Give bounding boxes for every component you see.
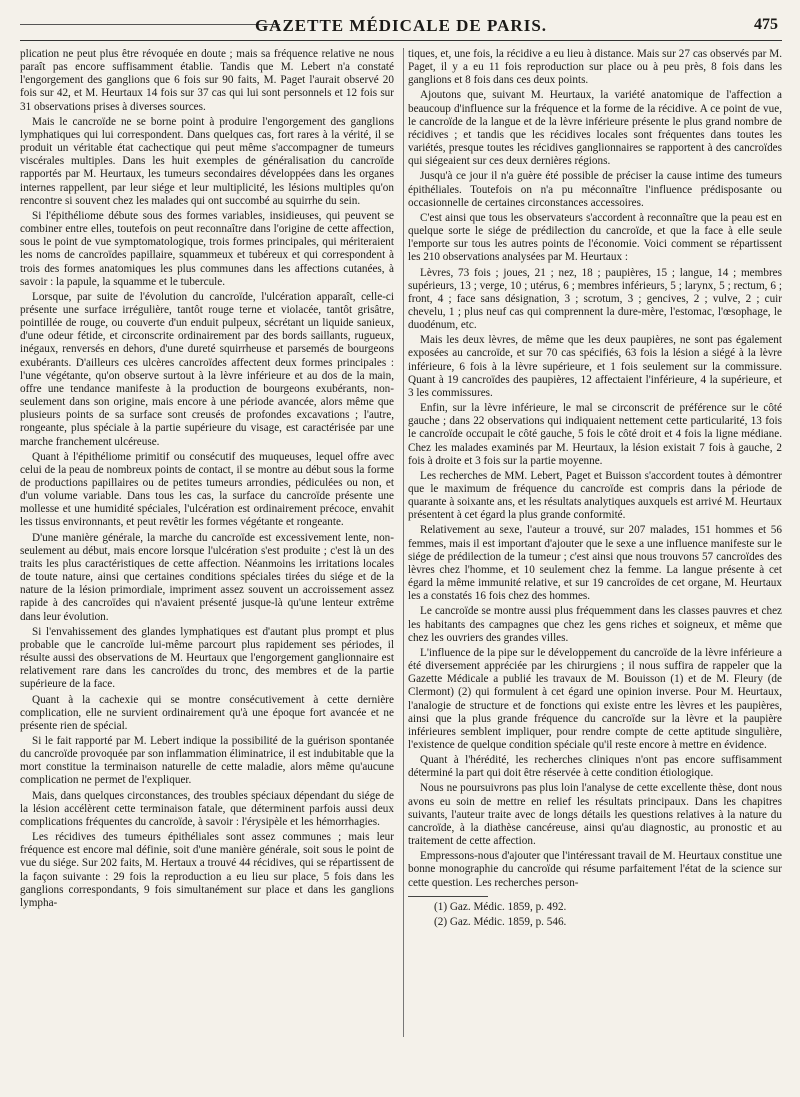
paragraph: C'est ainsi que tous les observateurs s'accordent à reconnaître que la peau est en quelque sorte le siége de prédilection du cancroïde, et que la face à elle seule l'emporte sur tous les autres points de l'économie. Voici comment se répartissent les 210 observations analysées par M. Heurtaux : <box>408 211 782 264</box>
page-header <box>20 10 782 41</box>
paragraph: Mais les deux lèvres, de même que les deux paupières, ne sont pas également exposées au cancroïde, et sur 70 cas spécifiés, 63 fois la lésion a siégé à la lèvre inférieure, 6 fois à la lèvre supérieure, et 1 fois seulement sur la commissure. Quant à 19 cancroïdes des paupières, 12 affectaient l'inférieure, 4 la supérieure, et 3 les commissures. <box>408 334 782 399</box>
paragraph: tiques, et, une fois, la récidive a eu lieu à distance. Mais sur 27 cas observés par M. Paget, il y a eu 11 fois reproduction sur place ou à peu près, 8 fois dans les ganglions et 8 fois dans ces deux points. <box>408 48 782 87</box>
column-divider <box>403 48 404 1037</box>
paragraph: Si l'épithéliome débute sous des formes variables, insidieuses, qui peuvent se combiner entre elles, toutefois on peut reconnaître dans l'origine de cette affection, sous le point de vue symptomatologique, trois formes principales, qui mériteraient les noms de cancroïdes papillaire, squammeux et tubéreux et qui correspondent à trois des formes anatomiques les plus communes dans les affections cutanées, à savoir : la papule, la squamme et le tubercule. <box>20 209 394 288</box>
paragraph: plication ne peut plus être révoquée en doute ; mais sa fréquence relative ne nous paraît pas encore suffisamment établie. Tandis que M. Lebert n'a constaté l'engorgement des ganglions que 6 fois sur 90 faits, M. Paget l'aurait observé 20 fois sur 42, et M. Heurtaux 14 fois sur 37 cas qui lui sont personnels et 12 fois sur 31 observations prises à diverses sources. <box>20 48 394 113</box>
right-column-paragraphs <box>408 48 782 890</box>
footnote: (2) Gaz. Médic. 1859, p. 546. <box>434 915 567 928</box>
paragraph: Relativement au sexe, l'auteur a trouvé, sur 207 malades, 151 hommes et 56 femmes, mais il est important d'ajouter que le sexe a une influence manifeste sur le siége de prédilection de la tumeur ; c'est ainsi que nous trouvons 57 cancroïdes des lèvres chez l'homme, et 10 seulement chez la femme. La langue présente à cet égard la même immunité relative, et sur 19 cancroïdes de cet organe, M. Heurtaux les a constatés 16 fois chez des hommes. <box>408 524 782 603</box>
paragraph: L'influence de la pipe sur le développement du cancroïde de la lèvre inférieure a été diversement appréciée par les chirurgiens ; il nous suffira de rappeler que la Gazette Médicale a publié les travaux de M. Bouisson (1) et de M. Fleury (de Clermont) (2) qui formulent à cet égard une opinion inverse. Pour M. Heurtaux, l'analogie de structure et de fonctions qui existe entre les lèvres et les paupières, ainsi que la plus grande fréquence du cancroïde sur la lèvre et la paupière inférieures semblent impliquer, pour rendre compte de cette aptitude singulière, l'existence de quelque condition spéciale qu'il reste encore à mettre en évidence. <box>408 646 782 751</box>
right-column <box>408 48 782 1087</box>
paragraph: Enfin, sur la lèvre inférieure, le mal se circonscrit de préférence sur le côté gauche ; dans 22 observations qui indiquaient nettement cette particularité, 13 fois le cancroïde occupait le côté gauche, 5 fois le côté droit et 4 fois la ligne médiane. Chez les malades examinés par M. Heurtaux, la lésion existait 7 fois à gauche, 2 fois à droite et 3 fois sur la partie moyenne. <box>408 402 782 467</box>
paragraph: Mais, dans quelques circonstances, des troubles spéciaux dépendant du siége de la lésion accélèrent cette terminaison fatale, que déterminent parfois aussi deux complications fréquentes du cancroïde, à savoir : l'érysipèle et les hémorrhagies. <box>20 789 394 828</box>
footnote: (1) Gaz. Médic. 1859, p. 492. <box>434 900 567 913</box>
paragraph: Lèvres, 73 fois ; joues, 21 ; nez, 18 ; paupières, 15 ; langue, 14 ; membres supérieurs, 13 ; verge, 10 ; utérus, 6 ; membres inférieurs, 5 ; larynx, 5 ; rectum, 6 ; front, 4 ; face sans désignation, 3 ; scrotum, 3 ; gencives, 2 ; vulve, 2 ; cuir chevelu, 1 ; plus neuf cas qui comprennent la dure-mère, l'estomac, l'œsophage, le duodénum, etc. <box>408 266 782 332</box>
paragraph: D'une manière générale, la marche du cancroïde est excessivement lente, non-seulement au début, mais encore lorsque l'ulcération s'est produite ; c'est là un des traits les plus caractéristiques de cette affection. Néanmoins les irritations locales de toute nature, ainsi que certaines conditions spéciales tirées du siége et de la nature de la lésion primordiale, impriment assez souvent un accroissement assez rapide à des cancroïdes qui n'avaient présenté jusque-là qu'une lenteur extrême dans leur évolution. <box>20 531 394 623</box>
paragraph: Ajoutons que, suivant M. Heurtaux, la variété anatomique de l'affection a beaucoup d'influence sur la fréquence et la forme de la récidive. A ce point de vue, le cancroïde de la langue et de la lèvre inférieure présente le plus grand nombre de récidives ; et tandis que les récidives locales sont fréquentes dans toutes les variétés, presque toutes les récidives ganglionnaires se rapportent à des cancroïdes qui siégeaient sur ces deux dernières régions. <box>408 89 782 168</box>
paragraph: Si l'envahissement des glandes lymphatiques est d'autant plus prompt et plus probable que le cancroïde lui-même parcourt plus rapidement ses périodes, il résulte aussi des observations de M. Heurtaux que l'engorgement ganglionnaire est relativement rare dans les cancroïdes du tronc, des membres et de la partie supérieure de la face. <box>20 625 394 691</box>
paragraph: Empressons-nous d'ajouter que l'intéressant travail de M. Heurtaux constitue une bonne monographie du cancroïde qui résume parfaitement l'état de la science sur cette question. Les recherches person- <box>408 850 782 889</box>
paragraph: Le cancroïde se montre aussi plus fréquemment dans les classes pauvres et chez les habitants des campagnes que chez les gens riches et soigneux, et même que chez les ouvriers des grandes villes. <box>408 605 782 644</box>
paragraph: Quant à l'épithéliome primitif ou consécutif des muqueuses, lequel offre avec celui de la peau de nombreux points de contact, il se montre au début sous la forme de productions papillaires ou de petites tumeurs arrondies, pédiculées ou non, et d'un volume variable. Dans tous les cas, la surface du cancroïde présente une mollesse et une humidité spéciales, l'ulcération est ordinairement précoce, envahit les tissus environnants, et peut revêtir les formes végétante et rongeante. <box>20 450 394 529</box>
page-title: GAZETTE MÉDICALE DE PARIS. <box>254 16 548 35</box>
paragraph: Les recherches de MM. Lebert, Paget et Buisson s'accordent toutes à démontrer que le maximum de fréquence du cancroïde est compris dans la période de quarante à soixante ans, et les résultats analytiques auxquels est arrivé M. Heurtaux présentent à cet égard la plus grande conformité. <box>408 469 782 522</box>
text-columns <box>20 48 782 1087</box>
paragraph: Quant à la cachexie qui se montre consécutivement à cette dernière complication, elle ne survient ordinairement qu'à une époque fort avancée et ne présente rien de spécial. <box>20 693 394 732</box>
paragraph: Mais le cancroïde ne se borne point à produire l'engorgement des ganglions lymphatiques qui lui correspondent. Dans quelques cas, fort rares à la vérité, il se produit un véritable état cachectique qui peut même s'accompagner de tumeurs viscérales multiples. Dans les huit exemples de généralisation du cancroïde rapportés par M. Heurtaux, les tumeurs secondaires développées dans les organes internes rappellent, par leur siége et leur multiplicité, les lésions multiples qu'on rencontre si souvent chez les malades qui ont succombé au squirrhe du sein. <box>20 115 394 207</box>
paragraph: Les récidives des tumeurs épithéliales sont assez communes ; mais leur fréquence est encore mal définie, soit d'une manière générale, soit sous le point de vue du siége. Sur 202 faits, M. Hertaux a trouvé 44 récidives, qui se répartissent de la façon suivante : 29 fois la reproduction a eu lieu sur place, 5 fois dans les ganglions correspondants, 9 fois simultanément sur place et dans les ganglions lympha- <box>20 831 394 909</box>
paragraph: Jusqu'à ce jour il n'a guère été possible de préciser la cause intime des tumeurs épithéliales. Toutefois on n'a pu méconnaître l'influence prédisposante ou occasionnelle de certaines circonstances accessoires. <box>408 170 782 209</box>
footnote-rule <box>408 896 488 897</box>
page-number: 475 <box>754 16 778 33</box>
paragraph: Nous ne poursuivrons pas plus loin l'analyse de cette excellente thèse, dont nous avons eu soin de mettre en relief les résultats principaux. Dans les chapitres suivants, l'auteur traite avec de longs détails les questions relatives à la nature du cancroïde, à la diathèse cancéreuse, ainsi qu'au diagnostic, au pronostic et au traitement de cette affection. <box>408 782 782 848</box>
paragraph: Quant à l'hérédité, les recherches cliniques n'ont pas encore suffisamment déterminé la part qui doit être réservée à cette condition étiologique. <box>408 754 782 780</box>
paragraph: Lorsque, par suite de l'évolution du cancroïde, l'ulcération apparaît, celle-ci présente une surface irrégulière, tantôt rouge terne et violacée, tantôt grisâtre, pointillée de rouge, ou couverte d'un enduit pulpeux, sécrétant un liquide sanieux, d'une odeur fétide, et circonscrite ordinairement par des bords saillants, rugueux, inégaux, renversés en dehors, d'une dureté squirrheuse et parsemés de bourgeons exubérants. D'ailleurs ces ulcères cancroïdes affectent deux formes principales : l'une végétante, qu'on observe surtout à la lèvre inférieure et au dos de la main, offre une tendance manifeste à la production de bourgeons exubérants, non-seulement dans son origine, mais encore à une période avancée, alors même que plusieurs points de sa surface sont creusés de profondes excavations ; l'autre, rongeante, plus spéciale à la partie supérieure du visage, est caractérisée par une marche franchement ulcéreuse. <box>20 290 394 448</box>
left-column <box>20 48 394 1087</box>
paragraph: Si le fait rapporté par M. Lebert indique la possibilité de la guérison spontanée du cancroïde provoquée par son inflammation éliminatrice, il est indubitable que la mort constitue la terminaison naturelle de cette maladie, alors même qu'aucune complication ne permet de l'expliquer. <box>20 734 394 787</box>
